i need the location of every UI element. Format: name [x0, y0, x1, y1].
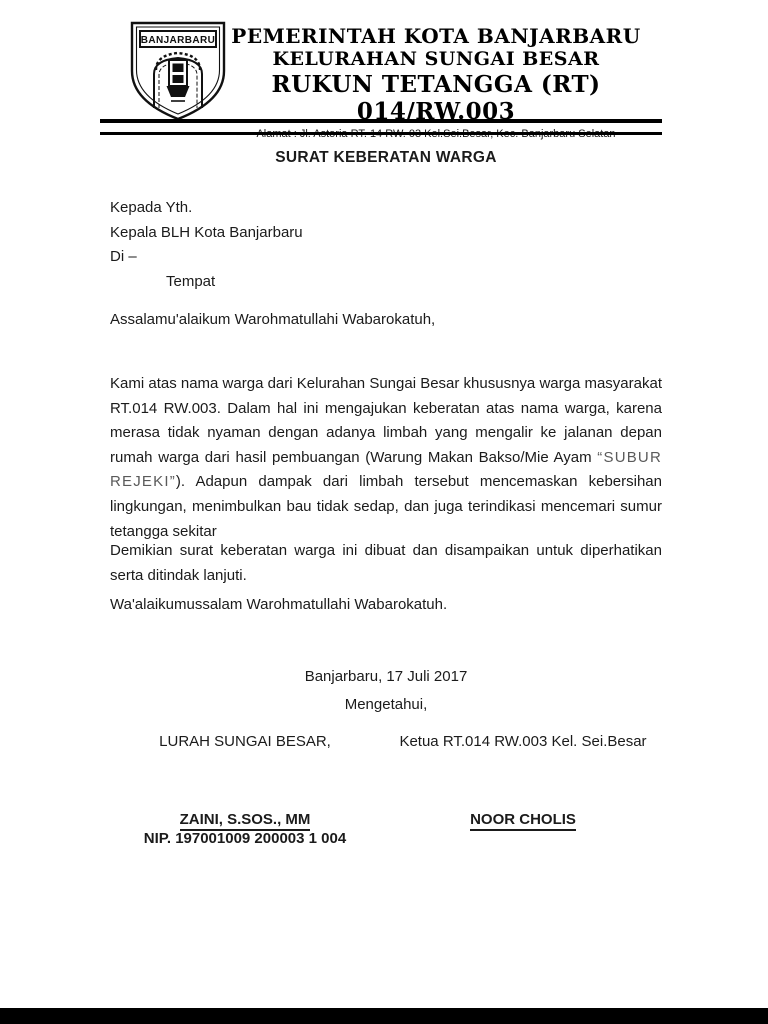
acknowledgement-line: Mengetahui, [344, 696, 428, 713]
rt-rw-title: RUKUN TETANGGA (RT) 014/RW.003 [271, 71, 601, 125]
right-signatory-name [380, 811, 666, 831]
recipient-salute-line: Kepada Yth. [110, 199, 193, 216]
date-place-line: Banjarbaru, 17 Juli 2017 [304, 668, 468, 685]
logo-banner-text: BANJARBARU [140, 35, 216, 46]
kelurahan-name: KELURAHAN SUNGAI BESAR [272, 48, 600, 70]
letterhead-address: Alamat : Jl. Astoria RT. 14 RW. 03 Kel.Sei.Besar, Kec. Banjarbaru Selatan [256, 128, 616, 140]
left-signatory-name-text: ZAINI, S.SOS., MM [180, 811, 311, 831]
right-signatory-title: Ketua RT.014 RW.003 Kel. Sei.Besar [399, 733, 647, 750]
left-signatory-title: LURAH SUNGAI BESAR, [159, 733, 331, 750]
body-paragraph-2: Demikian surat keberatan warga ini dibuat dan disampaikan untuk diperhatikan serta ditindak lanjuti. [110, 542, 662, 584]
body-paragraph-1 [110, 372, 662, 544]
paragraph-1-text-b: ). Adapun dampak dari limbah tersebut mencemaskan kebersihan lingkungan, menimbulkan bau tidak sedap, dan juga terindikasi mencemari sumur tetangga sekitar [110, 473, 662, 540]
letterhead-divider-rule [100, 119, 662, 135]
letter-title: SURAT KEBERATAN WARGA [275, 149, 497, 166]
recipient-block [110, 196, 510, 294]
closing-salutation: Wa'alaikumussalam Warohmatullahi Wabarokatuh. [110, 596, 448, 613]
left-signatory-nip: NIP. 197001009 200003 1 004 [143, 830, 347, 847]
opening-salutation: Assalamu'alaikum Warohmatullahi Wabarokatuh, [110, 311, 436, 328]
scan-edge-bar [0, 1008, 768, 1024]
left-signatory-name [110, 811, 380, 831]
business-name-quoted: “SUBUR REJEKI” [110, 448, 662, 491]
recipient-place-line: Tempat [166, 272, 216, 290]
recipient-name-line: Kepala BLH Kota Banjarbaru [110, 223, 303, 241]
right-signatory-name-text: NOOR CHOLIS [470, 811, 576, 831]
recipient-di-line: Di – [110, 248, 137, 265]
government-name: PEMERINTAH KOTA BANJARBARU [231, 24, 641, 48]
paragraph-1-text-a: Kami atas nama warga dari Kelurahan Sungai Besar khususnya warga masyarakat RT.014 RW.003. Dalam hal ini mengajukan keberatan atas nama warga, karena merasa tidak nyaman dengan adanya limbah yang mengalir ke jalanan depan rumah warga dari hasil pembuangan (Warung Makan Bakso/Mie Ayam [110, 375, 662, 466]
